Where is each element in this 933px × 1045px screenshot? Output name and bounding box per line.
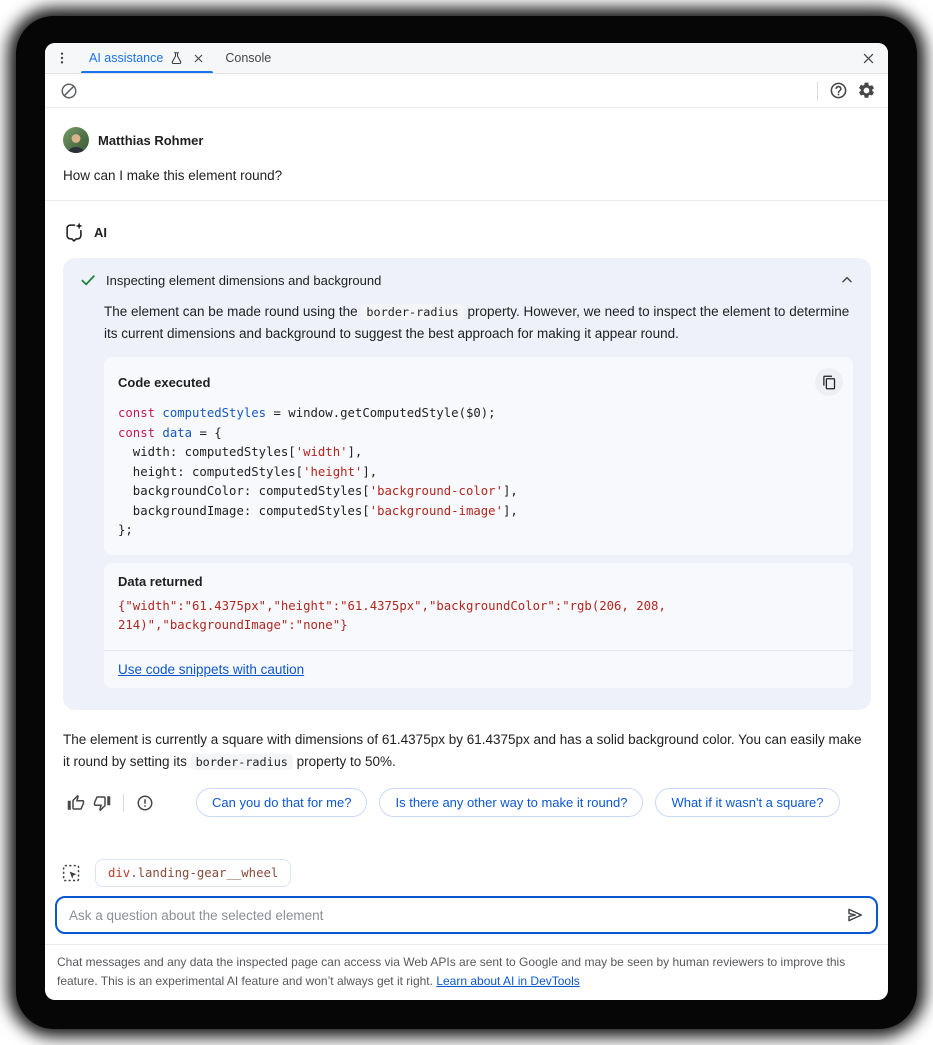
panel-close-button[interactable] <box>848 43 888 73</box>
inline-code: border-radius <box>361 304 463 320</box>
chat-area <box>45 108 888 845</box>
user-name: Matthias Rohmer <box>98 132 204 148</box>
more-menu-button[interactable] <box>45 43 79 73</box>
tab-label: AI assistance <box>89 51 164 65</box>
report-button[interactable] <box>132 790 158 816</box>
report-icon <box>136 794 154 812</box>
data-card-title: Data returned <box>118 573 203 589</box>
feedback-divider <box>123 794 124 812</box>
disclaimer-text: Chat messages and any data the inspected page can access via Web APIs are sent to Google and may be seen by human reviewers to improve this feature. This is an experimental AI feature and won’t always get it right. <box>57 955 846 988</box>
tab-ai-assistance[interactable] <box>79 43 215 73</box>
code-caution-link[interactable]: Use code snippets with caution <box>118 661 305 677</box>
selected-element-chip[interactable] <box>95 859 291 887</box>
element-classes: .landing-gear__wheel <box>130 866 279 880</box>
feedback-row <box>63 786 888 820</box>
data-returned-card <box>104 563 853 688</box>
tabbar-spacer <box>281 43 848 73</box>
answer-text: The element is currently a square with dimensions of 61.4375px by 61.4375px and has a solid background color. You can easily make it round by setting its <box>63 731 862 769</box>
step-paragraph <box>104 301 853 344</box>
step-title: Inspecting element dimensions and background <box>106 272 382 288</box>
executed-code[interactable]: const computedStyles = window.getComputedStyle($0); const data = { width: computedStyles['width'], height: computedStyles['height'], backgroundColor: computedStyles['background-color'], backgroundImage: computedStyles['background-image'], }; <box>118 406 518 537</box>
ai-label: AI <box>94 224 107 240</box>
panel-toolbar <box>45 74 888 108</box>
send-icon <box>845 905 865 925</box>
chat-input[interactable] <box>69 908 840 923</box>
check-icon <box>79 271 97 289</box>
kebab-menu-icon <box>54 50 70 66</box>
suggestion-chip[interactable]: Is there any other way to make it round? <box>379 788 643 817</box>
step-text: property. However, we need to inspect the element to determine its current dimensions and background to suggest the best approach for making it appear round. <box>104 304 850 341</box>
user-message-header <box>45 108 888 153</box>
chat-input-container <box>55 896 878 934</box>
copy-code-button[interactable] <box>815 368 843 396</box>
suggestion-chips <box>196 788 888 817</box>
ai-message-header <box>45 201 888 258</box>
close-icon <box>192 52 205 65</box>
avatar-person <box>63 129 89 153</box>
avatar <box>63 127 89 153</box>
tab-close-button[interactable] <box>192 52 205 65</box>
toolbar-divider <box>817 82 818 100</box>
thumb-down-icon <box>93 794 111 812</box>
ai-step-panel <box>63 258 871 710</box>
composer <box>45 845 888 1000</box>
gear-icon <box>857 81 876 100</box>
clear-chat-button[interactable] <box>55 77 83 105</box>
ai-spark-icon <box>63 221 85 243</box>
close-icon <box>861 51 876 66</box>
ai-answer <box>63 729 870 773</box>
element-tag: div <box>108 866 131 880</box>
tab-console[interactable] <box>215 43 281 73</box>
code-card-header <box>104 357 853 396</box>
help-icon <box>829 81 848 100</box>
chevron-up-icon <box>839 272 855 288</box>
thumbs-down-button[interactable] <box>89 790 115 816</box>
send-button[interactable] <box>840 900 870 930</box>
disclaimer-footer <box>45 944 888 1000</box>
tab-label: Console <box>225 51 272 65</box>
thumb-up-icon <box>67 794 85 812</box>
devtools-ai-assistance-panel <box>45 43 888 1000</box>
inline-code: border-radius <box>191 754 293 770</box>
returned-data-json[interactable]: {"width":"61.4375px","height":"61.4375px","backgroundColor":"rgb(206, 208, 214)","backgroundImage":"none"} <box>118 598 674 632</box>
data-card-header <box>104 563 853 589</box>
learn-about-ai-link[interactable]: Learn about AI in DevTools <box>436 973 580 988</box>
selected-element-row <box>61 859 870 887</box>
user-question: How can I make this element round? <box>45 153 888 201</box>
answer-text: property to 50%. <box>292 753 396 769</box>
step-text: The element can be made round using the <box>104 304 362 319</box>
step-header[interactable] <box>63 258 871 298</box>
help-button[interactable] <box>824 77 852 105</box>
block-icon <box>60 82 78 100</box>
flask-experiment-icon <box>169 51 184 66</box>
suggestion-chip[interactable]: What if it wasn't a square? <box>655 788 839 817</box>
caution-row <box>104 650 853 688</box>
inspect-element-icon[interactable] <box>61 863 82 884</box>
tab-bar <box>45 43 888 74</box>
code-executed-card <box>104 357 853 555</box>
copy-icon <box>822 375 837 390</box>
settings-button[interactable] <box>852 77 880 105</box>
thumbs-up-button[interactable] <box>63 790 89 816</box>
suggestion-chip[interactable]: Can you do that for me? <box>196 788 367 817</box>
code-card-title: Code executed <box>118 374 211 390</box>
